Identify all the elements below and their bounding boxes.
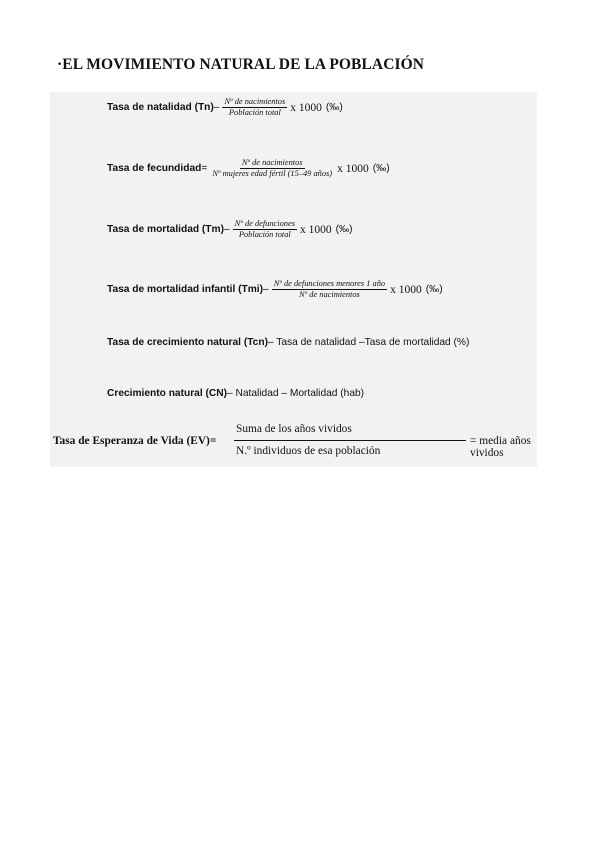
multiplier: x 1000 xyxy=(337,162,369,175)
fraction xyxy=(210,158,334,179)
unit: (‰) xyxy=(325,102,343,113)
fraction-numerator: Suma de los años vividos xyxy=(236,423,352,435)
fraction-numerator: Nº de nacimientos xyxy=(224,97,286,106)
formula-label: Crecimiento natural (CN) xyxy=(107,388,228,399)
multiplier: x 1000 xyxy=(290,101,322,114)
formula-text: – Natalidad – Mortalidad (hab) xyxy=(227,388,365,399)
formula-label: Tasa de mortalidad infantil (Tmi) xyxy=(107,284,264,295)
fraction-denominator: Población total xyxy=(228,108,281,117)
fraction-denominator: Nº mujeres edad fértil (15–49 años) xyxy=(212,169,333,178)
fraction xyxy=(222,97,287,118)
fraction-numerator: Nº de defunciones xyxy=(234,219,295,228)
formula-label: Tasa de crecimiento natural (Tcn) xyxy=(107,337,268,348)
fraction-denominator: N.º individuos de esa población xyxy=(236,445,381,457)
formula-label: Tasa de fecundidad xyxy=(107,163,202,174)
fraction-denominator: Población total xyxy=(238,230,291,239)
formula-label: Tasa de natalidad (Tn) xyxy=(107,102,214,113)
unit: (‰) xyxy=(335,224,353,235)
fraction xyxy=(233,219,297,240)
unit: (‰) xyxy=(372,163,390,174)
formula-sep: – xyxy=(224,224,230,235)
fraction-numerator: Nº de nacimientos xyxy=(241,158,303,167)
fraction-denominator: Nº de nacimientos xyxy=(299,290,360,299)
formula-crecimiento-tasa xyxy=(107,337,469,348)
multiplier: x 1000 xyxy=(390,283,422,296)
formula-text: – Tasa de natalidad –Tasa de mortalidad (%) xyxy=(267,337,470,348)
page-title: ·EL MOVIMIENTO NATURAL DE LA POBLACIÓN xyxy=(57,56,425,73)
formula-label: Tasa de Esperanza de Vida (EV)= xyxy=(53,435,217,447)
formula-result: = media años vividos xyxy=(470,435,531,459)
multiplier: x 1000 xyxy=(299,223,332,236)
fraction-numerator: Nº de defunciones menores 1 año xyxy=(273,279,386,288)
formula-sep: – xyxy=(263,284,269,295)
formula-sep: = xyxy=(201,163,208,174)
formula-mortalidad-infantil xyxy=(107,279,443,300)
formula-esperanza-vida xyxy=(53,421,533,463)
formula-fecundidad xyxy=(107,158,390,179)
formula-label: Tasa de mortalidad (Tm) xyxy=(107,224,224,235)
unit: (‰) xyxy=(425,284,443,295)
fraction-bar xyxy=(234,440,466,441)
formula-mortalidad xyxy=(107,219,353,240)
formula-natalidad xyxy=(107,97,343,118)
formula-sep: – xyxy=(213,102,220,113)
fraction xyxy=(272,279,387,300)
formula-crecimiento xyxy=(107,388,364,399)
